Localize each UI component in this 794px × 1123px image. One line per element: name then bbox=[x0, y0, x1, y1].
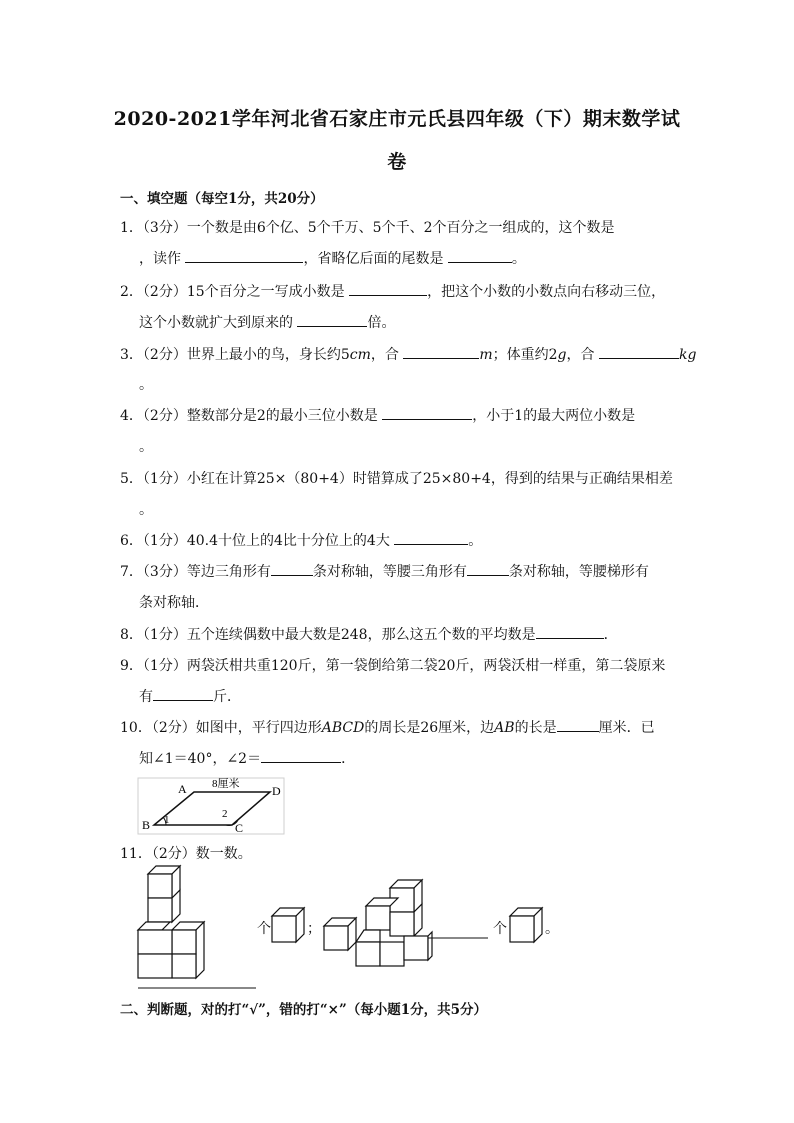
q7-text-d: 条对称轴． bbox=[139, 595, 209, 611]
q3-number: 3． bbox=[120, 347, 143, 363]
q3-text-d: ，合 bbox=[566, 347, 595, 363]
parallelogram-figure bbox=[134, 770, 294, 840]
cube-stack-2 bbox=[324, 880, 488, 966]
q1-text: 一个数是由6个亿、5个千万、5个千、2个百分之一组成的，这个数是 bbox=[186, 220, 615, 236]
q4-number: 4． bbox=[120, 408, 143, 424]
q10-text-d: 厘米．已 bbox=[598, 720, 655, 736]
vertex-b-label: B bbox=[142, 818, 151, 832]
q1-read-label: ，读作 bbox=[139, 251, 181, 267]
q10-edge-name: AB bbox=[494, 720, 515, 736]
angle-2-label: 2 bbox=[222, 808, 228, 820]
q10-end: ． bbox=[341, 751, 356, 767]
q10-answer-blank-2[interactable] bbox=[261, 748, 341, 763]
q3-score: （2分） bbox=[142, 347, 187, 363]
q3-end: 。 bbox=[139, 377, 153, 393]
q5-score: （1分） bbox=[142, 471, 187, 487]
q2-text-c: 这个小数就扩大到原来的 bbox=[139, 315, 293, 331]
q1-answer-blank-1[interactable] bbox=[185, 248, 303, 263]
q7-text-b: 条对称轴，等腰三角形有 bbox=[312, 564, 467, 580]
q2-answer-blank-1[interactable] bbox=[349, 281, 427, 296]
q4-text: 整数部分是2的最小三位小数是 bbox=[186, 408, 378, 424]
vertex-d-label: D bbox=[272, 784, 281, 798]
q11-score: （2分） bbox=[151, 846, 196, 862]
q10-text-b: 的周长是26厘米，边 bbox=[364, 720, 495, 736]
q3-unit-kg: kg bbox=[678, 347, 697, 363]
question-8 bbox=[120, 624, 618, 644]
question-9-cont bbox=[139, 686, 241, 706]
q11-semicolon: ； bbox=[307, 921, 321, 937]
q10-shape-name: ABCD bbox=[321, 720, 365, 736]
angle-1-label: 1 bbox=[164, 814, 170, 826]
question-4 bbox=[120, 405, 635, 425]
question-10-cont bbox=[139, 748, 355, 768]
question-7-cont bbox=[139, 592, 209, 612]
q3-text: 世界上最小的鸟，身长约5 bbox=[186, 347, 350, 363]
q4-end: 。 bbox=[139, 439, 153, 455]
cube-stack-1 bbox=[138, 866, 256, 988]
q11-ge-1: 个 bbox=[257, 921, 271, 937]
q5-end: 。 bbox=[139, 502, 153, 518]
question-2 bbox=[120, 281, 665, 301]
q8-score: （1分） bbox=[142, 627, 187, 643]
q2-answer-blank-2[interactable] bbox=[297, 312, 367, 327]
q6-answer-blank[interactable] bbox=[394, 530, 468, 545]
q3-unit-cm: cm bbox=[349, 347, 371, 363]
parallelogram-shape bbox=[154, 792, 270, 825]
question-5 bbox=[120, 468, 673, 488]
q10-text-e: 知∠1＝40°，∠2＝ bbox=[139, 751, 262, 767]
q3-text-c: ；体重约2 bbox=[492, 347, 558, 363]
q4-score: （2分） bbox=[142, 408, 187, 424]
q7-answer-blank-2[interactable] bbox=[467, 561, 509, 576]
q8-answer-blank[interactable] bbox=[536, 624, 604, 639]
q10-number: 10． bbox=[120, 720, 152, 736]
page-title-line1: 2020-2021学年河北省石家庄市元氏县四年级（下）期末数学试 bbox=[113, 108, 681, 130]
q8-end: ． bbox=[603, 627, 618, 643]
question-9 bbox=[120, 655, 665, 675]
q11-end: 。 bbox=[545, 921, 559, 937]
q9-end: 斤． bbox=[213, 689, 241, 705]
section2-heading: 二、判断题，对的打“√”，错的打“×”（每小题1分，共5分） bbox=[120, 1002, 488, 1018]
q8-text: 五个连续偶数中最大数是248，那么这五个数的平均数是 bbox=[186, 627, 536, 643]
q9-answer-blank[interactable] bbox=[153, 686, 213, 701]
question-1-cont bbox=[139, 248, 526, 268]
q2-end: 倍。 bbox=[367, 315, 396, 331]
q1-answer-blank-2[interactable] bbox=[448, 248, 512, 263]
section1-heading: 一、填空题（每空1分，共20分） bbox=[120, 191, 324, 207]
q5-text: 小红在计算25×（80+4）时错算成了25×80+4，得到的结果与正确结果相差 bbox=[186, 471, 673, 487]
q10-score: （2分） bbox=[151, 720, 196, 736]
question-11 bbox=[120, 843, 252, 863]
q1-end: 。 bbox=[511, 251, 526, 267]
q7-answer-blank-1[interactable] bbox=[271, 561, 313, 576]
vertex-c-label: C bbox=[235, 821, 244, 835]
q10-text: 如图中，平行四边形 bbox=[195, 720, 322, 736]
cube-stack-figure-2 bbox=[318, 876, 438, 976]
q3-answer-blank-2[interactable] bbox=[599, 344, 679, 359]
q9-text: 两袋沃柑共重120斤，第一袋倒给第二袋20斤，两袋沃柑一样重，第二袋原来 bbox=[186, 658, 666, 674]
q8-number: 8． bbox=[120, 627, 143, 643]
q1-round-label: ，省略亿后面的尾数是 bbox=[303, 251, 444, 267]
vertex-a-label: A bbox=[178, 782, 187, 796]
q6-score: （1分） bbox=[142, 533, 187, 549]
q2-text: 15个百分之一写成小数是 bbox=[186, 284, 345, 300]
q9-score: （1分） bbox=[142, 658, 187, 674]
page-title-line2: 卷 bbox=[387, 151, 407, 173]
q6-text: 40.4十位上的4比十分位上的4大 bbox=[186, 533, 390, 549]
q10-text-c: 的长是 bbox=[514, 720, 557, 736]
q7-text: 等边三角形有 bbox=[186, 564, 271, 580]
q6-end: 。 bbox=[468, 533, 483, 549]
q4-text-b: ，小于1的最大两位小数是 bbox=[472, 408, 636, 424]
q3-unit-g: g bbox=[557, 347, 567, 363]
question-7 bbox=[120, 561, 649, 581]
q7-text-c: 条对称轴，等腰梯形有 bbox=[508, 564, 649, 580]
q1-score: （3分） bbox=[142, 220, 187, 236]
q9-text-b: 有 bbox=[139, 689, 153, 705]
question-2-cont bbox=[139, 312, 395, 332]
question-4-cont bbox=[139, 436, 153, 456]
q2-score: （2分） bbox=[142, 284, 187, 300]
question-6 bbox=[120, 530, 482, 550]
q2-number: 2． bbox=[120, 284, 143, 300]
q11-text: 数一数。 bbox=[195, 846, 252, 862]
q3-unit-m: m bbox=[479, 347, 493, 363]
q1-number: 1． bbox=[120, 220, 143, 236]
cube-stack-figure-1 bbox=[134, 862, 214, 992]
question-10 bbox=[120, 717, 655, 737]
q6-number: 6． bbox=[120, 533, 143, 549]
question-5-cont bbox=[139, 499, 153, 519]
q9-number: 9． bbox=[120, 658, 143, 674]
unit-cube-icon-1 bbox=[270, 906, 306, 946]
side-length-label: 8厘米 bbox=[212, 778, 240, 790]
q7-score: （3分） bbox=[142, 564, 187, 580]
q5-number: 5． bbox=[120, 471, 143, 487]
question-1 bbox=[120, 217, 614, 237]
q11-number: 11． bbox=[120, 846, 152, 862]
q10-answer-blank-1[interactable] bbox=[557, 717, 599, 732]
q7-number: 7． bbox=[120, 564, 143, 580]
q4-answer-blank-1[interactable] bbox=[382, 405, 472, 420]
q3-answer-blank-1[interactable] bbox=[403, 344, 479, 359]
question-3 bbox=[120, 344, 696, 364]
q11-ge-2: 个 bbox=[493, 921, 507, 937]
q3-text-b: ，合 bbox=[370, 347, 399, 363]
question-3-cont bbox=[139, 374, 153, 394]
q2-text-b: ，把这个小数的小数点向右移动三位， bbox=[427, 284, 666, 300]
